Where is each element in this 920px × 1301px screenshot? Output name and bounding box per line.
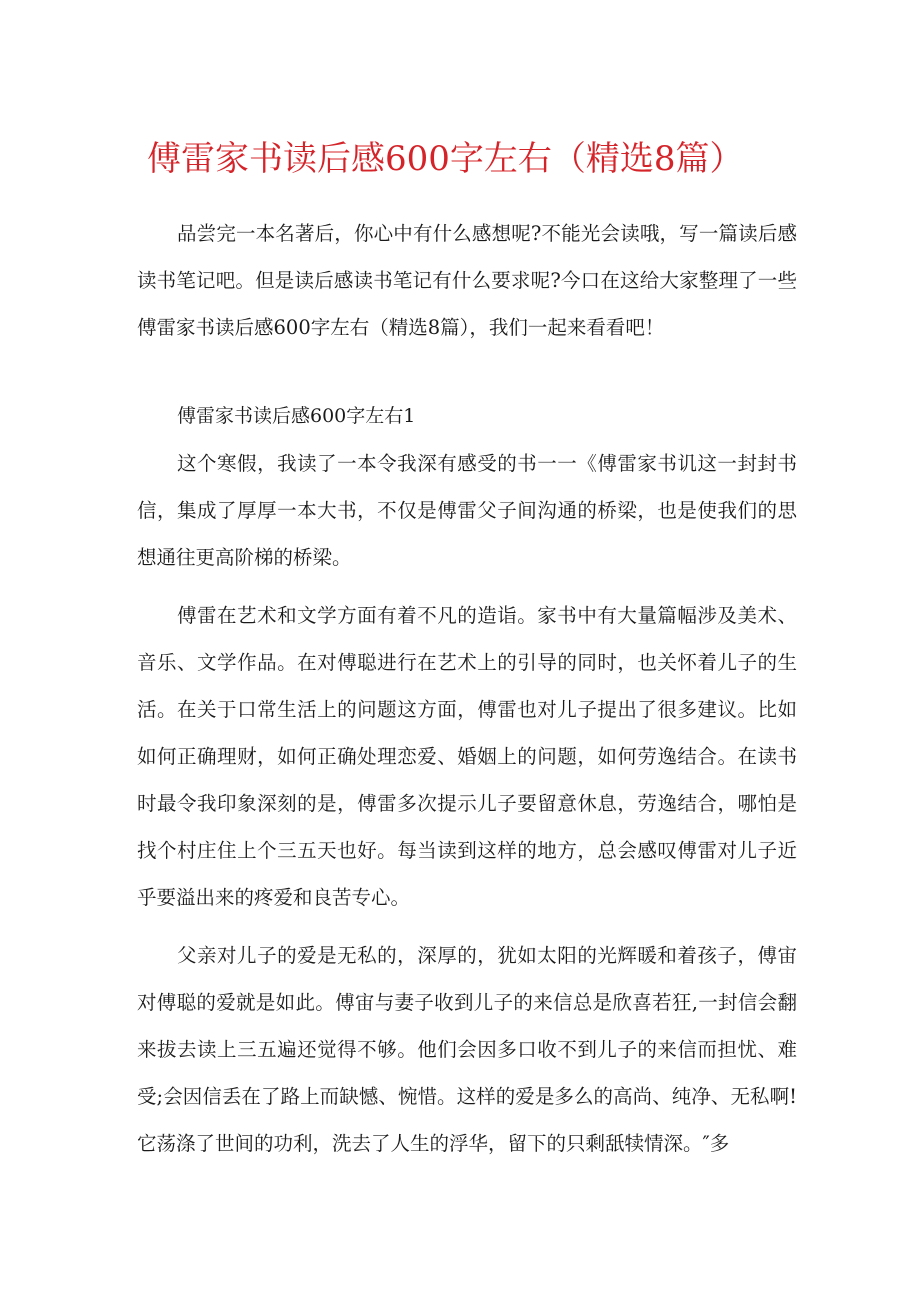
- body-paragraph-3: 父亲对儿子的爱是无私的，深厚的，犹如太阳的光辉暖和着孩子，傅宙对傅聪的爱就是如此。傅宙与妻子收到儿子的来信总是欣喜若狂,一封信会翻来拔去读上三五遍还觉得不够。他们会因多口收不到儿子的来信而担忧、难受;会因信丢在了路上而缺憾、惋惜。这样的爱是多么的高尚、纯净、无私啊!它荡涤了世间的功利，洗去了人生的浮华，留下的只剩舐犊情深。″多: [137, 944, 797, 1155]
- body-paragraph-1: 这个寒假，我读了一本令我深有感受的书一一《傅雷家书讥这一封封书信，集成了厚厚一本大书，不仅是傅雷父子间沟通的桥梁，也是使我们的思想通往更高阶梯的桥梁。: [137, 452, 797, 569]
- section-heading: 傅雷家书读后感600字左右1: [177, 405, 416, 427]
- intro-paragraph: 品尝完一本名著后，你心中有什么感想呢?不能光会读哦，写一篇读后感读书笔记吧。但是读后感读书笔记有什么要求呢?今口在这给大家整理了一些傅雷家书读后感600字左右（精选8篇），我们一起来看看吧！: [137, 222, 797, 339]
- document-title: 傅雷家书读后感600字左右（精选8篇）: [147, 139, 744, 179]
- body-paragraph-2: 傅雷在艺术和文学方面有着不凡的造诣。家书中有大量篇幅涉及美术、音乐、文学作品。在对傅聪进行在艺术上的引导的同时，也关怀着儿子的生活。在关于口常生活上的问题这方面，傅雷也对儿子提出了很多建议。比如如何正确理财，如何正确处理恋爱、婚姻上的问题，如何劳逸结合。在读书时最令我印象深刻的是，傅雷多次提示儿子要留意休息，劳逸结合，哪怕是找个村庄住上个三五天也好。每当读到这样的地方，总会感叹傅雷对儿子近乎要溢出来的疼爱和良苦专心。: [137, 604, 797, 909]
- document-body: [137, 210, 797, 1167]
